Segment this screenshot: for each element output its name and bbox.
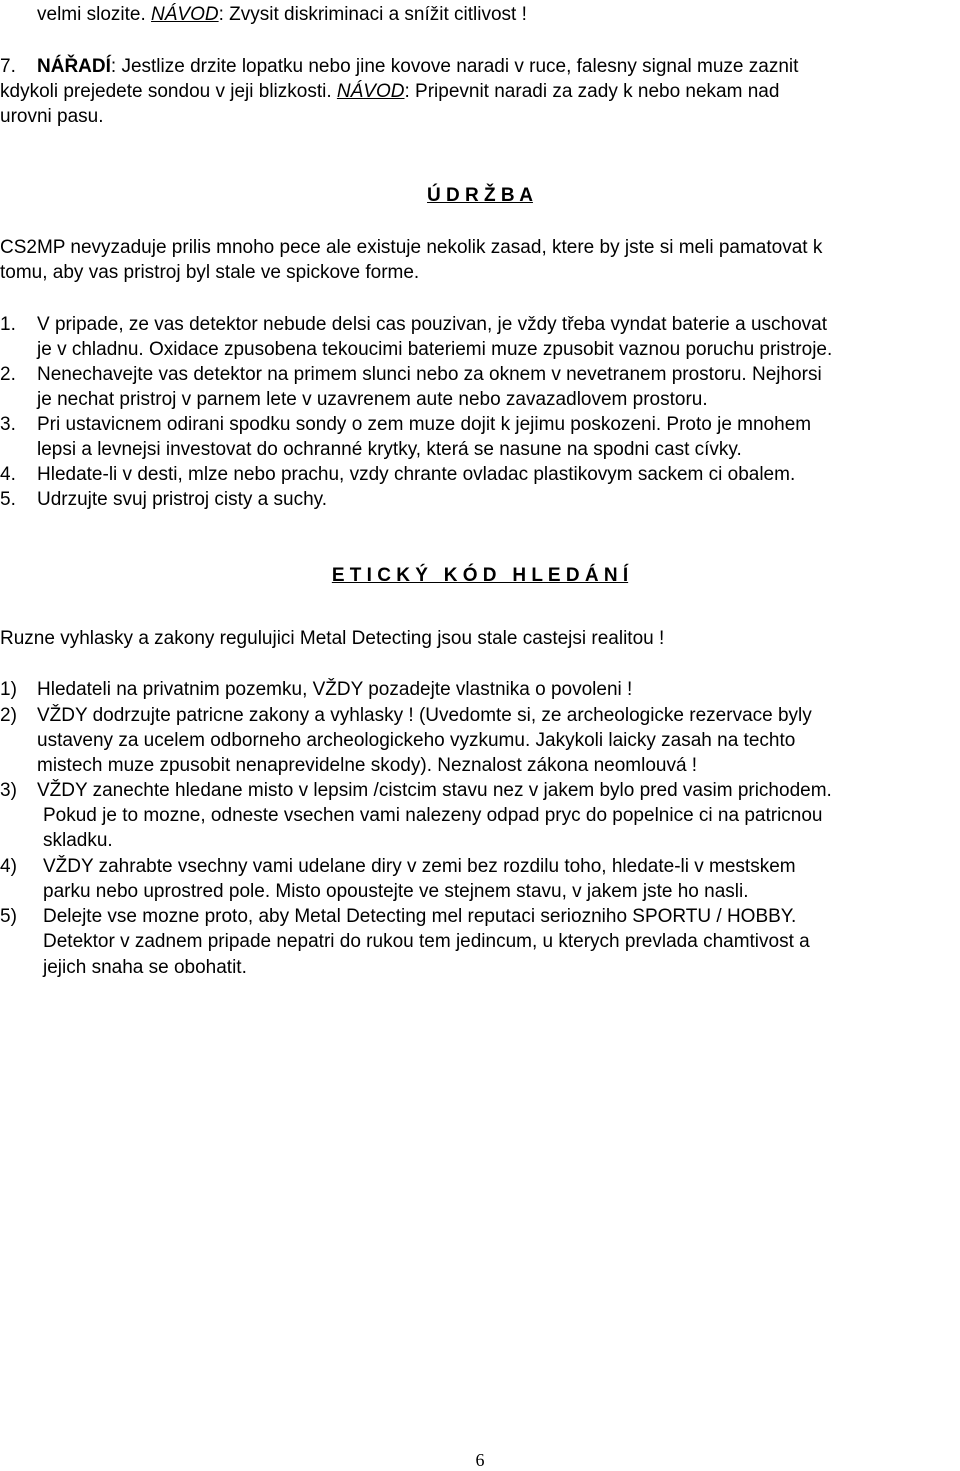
list-item-line: ustaveny za ucelem odborneho archeologickeho vyzkumu. Jakykoli laicky zasah na techto bbox=[37, 730, 796, 751]
list-item-line: jejich snaha se obohatit. bbox=[43, 957, 247, 978]
text: : Zvysit diskriminaci a snížit citlivost ! bbox=[218, 4, 527, 25]
list-item-number: 4. bbox=[0, 464, 16, 485]
list-item-line: parku nebo uprostred pole. Misto opoustejte ve stejnem stavu, v jakem jste ho nasli. bbox=[43, 881, 749, 902]
list-item-number: 1. bbox=[0, 314, 16, 335]
continuation-line bbox=[37, 4, 527, 26]
list-item-line: Udrzujte svuj pristroj cisty a suchy. bbox=[37, 489, 328, 510]
list-item-line: skladku. bbox=[43, 830, 113, 851]
text: : Pripevnit naradi za zady k nebo nekam nad bbox=[404, 81, 780, 102]
list-item-line: VŽDY zanechte hledane misto v lepsim /cistcim stavu nez v jakem bylo pred vasim prichodem. bbox=[37, 780, 832, 801]
list-item-line: mistech muze zpusobit nenaprevidelne skody). Neznalost zákona neomlouvá ! bbox=[37, 755, 698, 776]
navod-label: NÁVOD bbox=[336, 81, 405, 102]
text: : Jestlize drzite lopatku nebo jine kovove naradi v ruce, falesny signal muze zaznit bbox=[110, 56, 799, 77]
list-item-line: VŽDY zahrabte vsechny vami udelane diry v zemi bez rozdilu toho, hledate-li v mestskem bbox=[43, 856, 796, 877]
navod-label: NÁVOD bbox=[151, 4, 219, 25]
list-item-line: je nechat pristroj v parnem lete v uzavrenem aute nebo zavazadlovem prostoru. bbox=[37, 389, 708, 410]
list-item-line: Pri ustavicnem odirani spodku sondy o zem muze dojit k jejimu poskozeni. Proto je mnohem bbox=[37, 414, 812, 435]
list-item-number: 5. bbox=[0, 489, 16, 510]
list-item-line: VŽDY dodrzujte patricne zakony a vyhlasky ! (Uvedomte si, ze archeologicke rezervace byly bbox=[37, 705, 812, 726]
item-7-line-1 bbox=[0, 56, 16, 78]
list-item-number: 4) bbox=[0, 856, 17, 877]
text: kdykoli prejedete sondou v jeji blizkosti. bbox=[0, 81, 337, 102]
list-item-line: Hledateli na privatnim pozemku, VŽDY pozadejte vlastnika o povoleni ! bbox=[37, 679, 633, 700]
list-item-number: 3. bbox=[0, 414, 16, 435]
list-item-line: Detektor v zadnem pripade nepatri do rukou tem jedincum, u kterych prevlada chamtivost a bbox=[43, 931, 810, 952]
item-7-line-3: urovni pasu. bbox=[0, 106, 104, 127]
list-item-number: 3) bbox=[0, 780, 17, 801]
list-item-line: Delejte vse mozne proto, aby Metal Detecting mel reputaci seriozniho SPORTU / HOBBY. bbox=[43, 906, 797, 927]
list-item-line: V pripade, ze vas detektor nebude delsi cas pouzivan, je vždy třeba vyndat baterie a uschovat bbox=[37, 314, 828, 335]
section-heading-eticky-kod: E T I C K Ý K Ó D H L E D Á N Í bbox=[331, 565, 629, 586]
list-item-line: lepsi a levnejsi investovat do ochranné krytky, která se nasune na spodni cast cívky. bbox=[37, 439, 742, 460]
text: velmi slozite. bbox=[37, 4, 152, 25]
item-7-line-1-text bbox=[37, 56, 798, 78]
list-item-number: 5) bbox=[0, 906, 17, 927]
list-item-line: Pokud je to mozne, odneste vsechen vami nalezeny odpad pryc do popelnice ci na patricnou bbox=[43, 805, 823, 826]
list-item-number: 1) bbox=[0, 679, 17, 700]
udrzba-intro-line-2: tomu, aby vas pristroj byl stale ve spickove forme. bbox=[0, 262, 420, 283]
list-item-number: 2. bbox=[0, 364, 16, 385]
list-item-line: je v chladnu. Oxidace zpusobena tekoucimi bateriemi muze zpusobit vaznou poruchu pristroje. bbox=[37, 339, 833, 360]
section-heading-udrzba: Ú D R Ž B A bbox=[427, 185, 533, 206]
list-item-number: 2) bbox=[0, 705, 17, 726]
udrzba-intro-line-1: CS2MP nevyzaduje prilis mnoho pece ale existuje nekolik zasad, ktere by jste si meli pamatovat k bbox=[0, 237, 823, 258]
naradi-label: NÁŘADÍ bbox=[37, 56, 111, 77]
item-number: 7. bbox=[0, 56, 16, 77]
list-item-line: Hledate-li v desti, mlze nebo prachu, vzdy chrante ovladac plastikovym sackem ci obalem. bbox=[37, 464, 796, 485]
item-7-line-2 bbox=[0, 81, 779, 103]
list-item-line: Nenechavejte vas detektor na primem slunci nebo za oknem v nevetranem prostoru. Nejhorsi bbox=[37, 364, 822, 385]
eticky-intro: Ruzne vyhlasky a zakony regulujici Metal Detecting jsou stale castejsi realitou ! bbox=[0, 628, 665, 649]
page-number: 6 bbox=[475, 1450, 485, 1470]
